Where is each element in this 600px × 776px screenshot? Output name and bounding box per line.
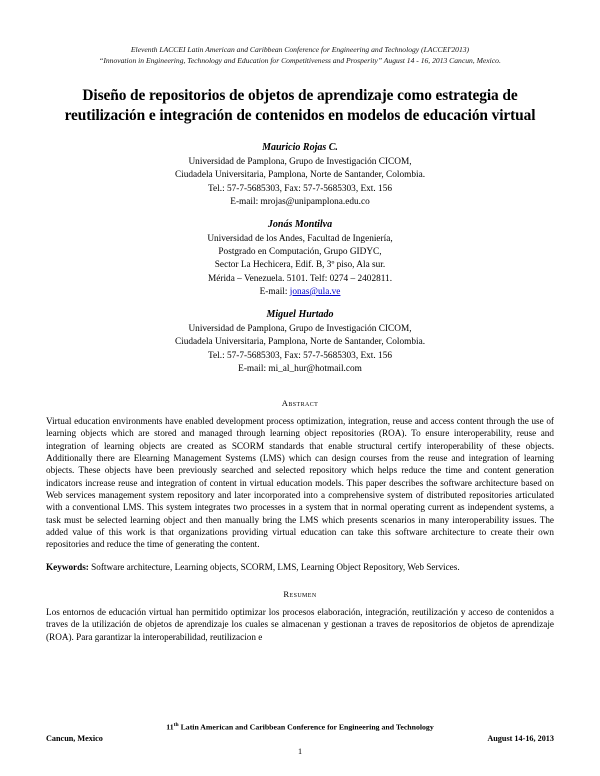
author-block: [46, 218, 554, 299]
author-affiliation-line: Universidad de Pamplona, Grupo de Investigación CICOM,: [188, 157, 412, 168]
author-affiliation-line: Universidad de los Andes, Facultad de Ingeniería,: [207, 234, 393, 245]
abstract-heading: Abstract: [281, 397, 319, 408]
footer-date: August 14-16, 2013: [487, 734, 554, 743]
author-affiliation-line: Universidad de Pamplona, Grupo de Investigación CICOM,: [188, 324, 412, 335]
author-email: E-mail: mi_al_hur@hotmail.com: [238, 363, 362, 374]
author-block: [46, 308, 554, 376]
conference-header-line1: Eleventh LACCEI Latin American and Caribbean Conference for Engineering and Technology (LACCEI'2013): [130, 45, 470, 54]
page-title: Diseño de repositorios de objetos de aprendizaje como estrategia de reutilización e integración de contenidos en modelos de educación virtual: [64, 87, 536, 125]
keywords: [46, 561, 554, 573]
page-number: 1: [297, 747, 303, 756]
author-block: [46, 141, 554, 209]
page-footer: [46, 722, 554, 756]
conference-header: [46, 44, 554, 66]
abstract-text: Virtual education environments have enabled development process optimization, integration, reuse and access content through the use of learning objects which are stored and managed through learning object repositories (ROA). To ensure interoperability, reuse and integration of learning objects are created as SCORM standards that enable structural certify interoperability of these objects. Additionally there are Elearning Management Systems (LMS) which can design courses from the reuse and integration of learning objects. These objects have been previously searched and selected repository which helps reduce the time and content generation indicators increase reuse and integration of content in virtual education models. This paper describes the software architecture based on Web services management system repository and later incorporated into a comprehensive system of distributed repositories articulated with a conventional LMS. This system integrates two processes in a system that in normal operating current as independent systems, a task must be selected learning object and then manually bring the LMS which presents scenarios in many interoperability issues. The added value of this work is that organizations providing virtual education can take this software architecture to create their own repositories and reduce the time of generating the content.: [46, 415, 554, 550]
footer-row: [46, 734, 554, 743]
author-contact-line: Mérida – Venezuela. 5101. Telf: 0274 – 2402811.: [207, 273, 393, 284]
footer-conference-post: Latin American and Caribbean Conference for Engineering and Technology: [178, 723, 434, 732]
author-name: Miguel Hurtado: [266, 309, 334, 321]
keywords-label: Keywords:: [46, 561, 89, 572]
author-name: Mauricio Rojas C.: [262, 141, 338, 153]
author-email-line: [46, 286, 554, 299]
conference-header-line2: “Innovation in Engineering, Technology and Education for Competitiveness and Prosperity” August 14 - 16, 2013 Cancun, Mexico.: [99, 56, 501, 65]
author-affiliation-line: Ciudadela Universitaria, Pamplona, Norte de Santander, Colombia.: [174, 170, 426, 181]
footer-location: Cancun, Mexico: [46, 734, 103, 743]
keywords-text: Software architecture, Learning objects, SCORM, LMS, Learning Object Repository, Web Services.: [88, 561, 460, 572]
author-contact-line: Tel.: 57-7-5685303, Fax: 57-7-5685303, Ext. 156: [208, 350, 392, 361]
author-affiliation-line: Sector La Hechicera, Edif. B, 3º piso, Ala sur.: [214, 260, 386, 271]
author-email-prefix: E-mail:: [259, 286, 290, 297]
author-contact-line: Tel.: 57-7-5685303, Fax: 57-7-5685303, Ext. 156: [208, 183, 392, 194]
author-affiliation-line: Postgrado en Computación, Grupo GIDYC,: [218, 247, 382, 258]
author-email: E-mail: mrojas@unipamplona.edu.co: [230, 196, 370, 207]
resumen-text: Los entornos de educación virtual han permitido optimizar los procesos elaboración, integración, reutilización y acceso de contenidos a traves de la utilización de objetos de aprendizaje los cuales se almacenan y gestionan a traves de repositorios de objetos de aprendizaje (ROA). Para garantizar la interoperabilidad, reutilizacion e: [46, 606, 554, 642]
author-email-link[interactable]: jonas@ula.ve: [289, 286, 341, 297]
author-affiliation-line: Ciudadela Universitaria, Pamplona, Norte de Santander, Colombia.: [174, 337, 426, 348]
footer-conference-line: [46, 722, 554, 732]
author-name: Jonás Montilva: [267, 218, 333, 230]
footer-conference-sup: th: [173, 722, 179, 729]
resumen-heading: Resumen: [283, 588, 317, 599]
footer-conference-pre: 11: [166, 723, 174, 732]
